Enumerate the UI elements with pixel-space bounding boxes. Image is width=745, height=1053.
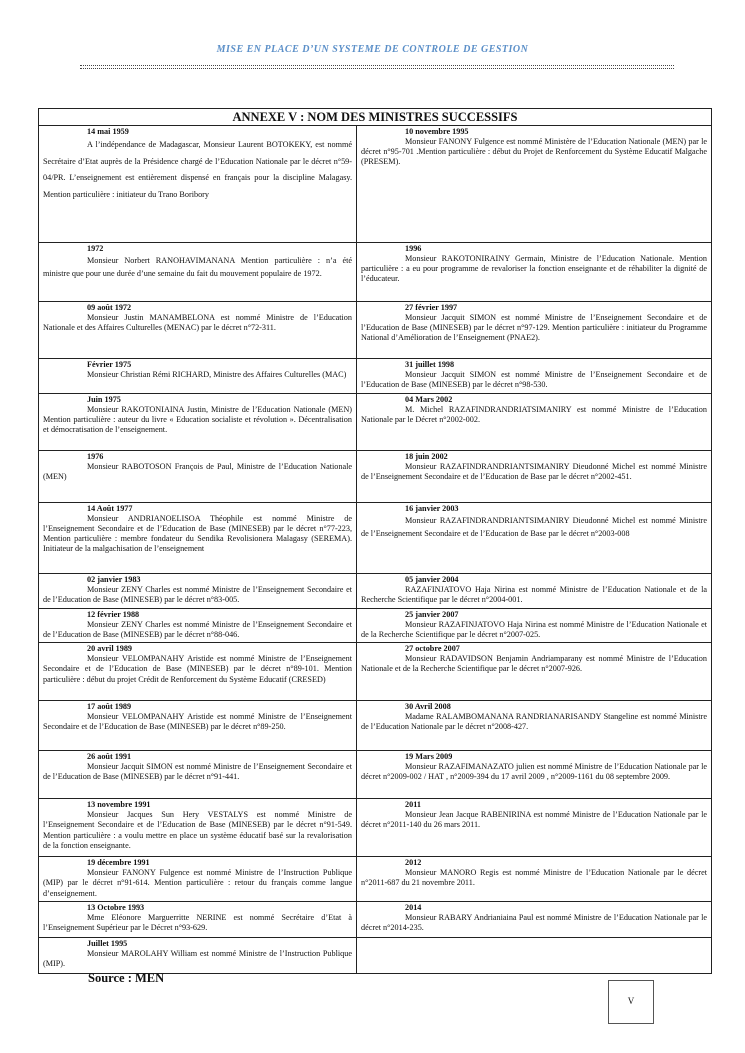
table-cell: [357, 574, 712, 609]
table-cell: [357, 799, 712, 857]
entry-date: 2014: [405, 903, 422, 913]
table-cell: [357, 451, 712, 503]
table-cell: [39, 359, 357, 394]
entry-date: 13 Octobre 1993: [87, 903, 145, 913]
entry-date: 09 août 1972: [87, 303, 132, 312]
table-cell: [39, 799, 357, 857]
table-cell: [39, 126, 357, 243]
entry-text: M. Michel RAZAFINDRANDRIATSIMANIRY est nommé Ministre de l’Education Nationale par le Décret n°2002-002.: [361, 405, 707, 425]
entry-date: Juin 1975: [87, 395, 121, 404]
table-cell: [357, 609, 712, 643]
entry-date: 18 juin 2002: [405, 452, 448, 461]
table-cell: [39, 394, 357, 451]
entry-text: Monsieur Jacques Sun Hery VESTALYS est nommé Ministre de l’Enseignement Secondaire et de l’Education de Base (MINESEB) par le décret n°91-549. Mention particulière : a voulu mettre en place un système éducatif basé sur la revalorisation de la fonction enseignante.: [43, 810, 352, 850]
table-row: [39, 701, 712, 751]
entry-date: 12 février 1988: [87, 610, 140, 619]
entry-date: 10 novembre 1995: [405, 127, 469, 136]
entry-date: 16 janvier 2003: [405, 504, 459, 513]
entry-text: Monsieur Jacquit SIMON est nommé Ministre de l’Enseignement Secondaire et de l’Education de Base (MINESEB) par le décret n°97-129. Mention particulière : initiateur du Programme National d’Amélioration de l’Enseignement (PNAE2).: [361, 313, 707, 343]
entry-date: 05 janvier 2004: [405, 575, 459, 584]
table-cell: [39, 609, 357, 643]
entry-text: Monsieur RAKOTONIRAINY Germain, Ministre de l’Education Nationale. Mention particulière : a eu pour programme de revaloriser la fonction enseignante et de réhabiliter la dignité de l’éducateur.: [361, 254, 707, 284]
page-number: V: [608, 980, 654, 1024]
table-title: ANNEXE V : NOM DES MINISTRES SUCCESSIFS: [39, 109, 712, 126]
table-cell: [39, 302, 357, 359]
entry-text: Monsieur Norbert RANOHAVIMANANA Mention particulière : n’a été ministre que pour une durée d’une semaine du fait du mouvement populaire de 1972.: [43, 256, 352, 279]
table-cell: [39, 857, 357, 902]
entry-text: Monsieur RAZAFINJATOVO Haja Nirina est nommé Ministre de l’Education Nationale et de la Recherche Scientifique par le décret n°2007-025.: [361, 620, 707, 640]
running-header: MISE EN PLACE D’UN SYSTEME DE CONTROLE DE GESTION: [216, 44, 529, 55]
table-row: [39, 902, 712, 938]
table-row: [39, 359, 712, 394]
table-cell: [357, 701, 712, 751]
table-cell: [39, 503, 357, 574]
entry-text: Monsieur FANONY Fulgence est nommé Ministère de l’Education Nationale (MEN) par le décret n°95-701 .Mention particulière : début du Projet de Renforcement du Système Educatif Malgache (PRESEM).: [361, 137, 707, 167]
table-row: [39, 243, 712, 302]
entry-date: 14 mai 1959: [87, 127, 129, 136]
entry-date: 19 Mars 2009: [405, 752, 453, 762]
entry-date: 26 août 1991: [87, 752, 132, 762]
table-row: [39, 938, 712, 974]
entry-text: Monsieur VELOMPANAHY Aristide est nommé Ministre de l’Enseignement Secondaire et de l’Education de Base (MINESEB) par le décret n°89-101. Mention particulière : début du projet Crédit de Renforcement du Système Educatif (CRESED): [43, 654, 352, 684]
entry-date: 27 février 1997: [405, 303, 458, 312]
table-cell: [357, 503, 712, 574]
entry-date: 02 janvier 1983: [87, 575, 141, 584]
entry-text: Monsieur Jacquit SIMON est nommé Ministre de l’Enseignement Secondaire et de l’Education de Base (MINESEB) par le décret n°91-441.: [43, 762, 352, 782]
table-cell: [39, 643, 357, 701]
ministers-table: [38, 108, 712, 974]
table-cell: [357, 857, 712, 902]
table-cell: [39, 938, 357, 974]
entry-date: 19 décembre 1991: [87, 858, 150, 868]
table-cell: [357, 359, 712, 394]
table-cell: [357, 126, 712, 243]
table-row: [39, 609, 712, 643]
entry-text: Monsieur RABOTOSON François de Paul, Ministre de l’Education Nationale (MEN): [43, 462, 352, 482]
table-cell: [357, 394, 712, 451]
entry-date: 1972: [87, 244, 104, 253]
table-row: [39, 574, 712, 609]
table-cell: [357, 751, 712, 799]
table-cell: [39, 243, 357, 302]
entry-text: Monsieur MANORO Regis est nommé Ministre de l’Education Nationale par le décret n°2011-687 du 21 novembre 2011.: [361, 868, 707, 888]
table-row: [39, 799, 712, 857]
table-cell: [39, 451, 357, 503]
table-cell: [39, 574, 357, 609]
entry-date: 04 Mars 2002: [405, 395, 453, 404]
entry-date: 14 Août 1977: [87, 504, 133, 513]
entry-date: Juillet 1995: [87, 939, 128, 949]
table-row: [39, 751, 712, 799]
entry-date: 30 Avril 2008: [405, 702, 451, 712]
source-note: Source : MEN: [88, 971, 165, 985]
entry-date: Février 1975: [87, 360, 132, 369]
table-row: [39, 302, 712, 359]
entry-text: Monsieur FANONY Fulgence est nommé Ministre de l’Instruction Publique (MIP) par le décret n°91-614. Mention particulière : retour du français comme langue d’enseignement.: [43, 868, 352, 898]
table-cell: [39, 902, 357, 938]
entry-text: Monsieur Jacquit SIMON est nommé Ministre de l’Enseignement Secondaire et de l’Education de Base (MINESEB) par le décret n°98-530.: [361, 370, 707, 390]
entry-date: 17 août 1989: [87, 702, 132, 712]
entry-text: Monsieur RABARY Andrianiaina Paul est nommé Ministre de l’Education Nationale par le décret n°2014-235.: [361, 913, 707, 933]
entry-date: 13 novembre 1991: [87, 800, 151, 810]
entry-text: Monsieur ZENY Charles est nommé Ministre de l’Enseignement Secondaire et de l’Education de Base (MINESEB) par le décret n°88-046.: [43, 620, 352, 640]
entry-date: 2012: [405, 858, 422, 868]
entry-text: RAZAFINJATOVO Haja Nirina est nommé Ministre de l’Education Nationale et de la Recherche Scientifique par le décret n°2004-001.: [361, 585, 707, 605]
entry-date: 27 octobre 2007: [405, 644, 460, 654]
entry-text: Monsieur Christian Rémi RICHARD, Ministre des Affaires Culturelles (MAC): [87, 370, 347, 380]
table-cell: [39, 701, 357, 751]
entry-date: 2011: [405, 800, 421, 810]
table-row: [39, 857, 712, 902]
entry-text: A l’indépendance de Madagascar, Monsieur Laurent BOTOKEKY, est nommé Secrétaire d’Etat auprès de la Présidence chargé de l’Education Nationale par le décret n°59-04/PR. L’enseignement est entièrement dispensé en français pour la discipline Malagasy. Mention particulière : initiateur du Trano Boribory: [43, 140, 352, 199]
table-cell: [357, 938, 712, 974]
entry-text: Mme Eléonore Marguerritte NERINE est nommé Secrétaire d’Etat à l’Enseignement Supérieur par le Décret n°93-629.: [43, 913, 352, 933]
table-cell: [39, 751, 357, 799]
table-row: [39, 643, 712, 701]
entry-date: 1996: [405, 244, 422, 253]
table-cell: [357, 902, 712, 938]
header-divider: [80, 65, 674, 69]
entry-text: Monsieur RAZAFINDRANDRIANTSIMANIRY Dieudonné Michel est nommé Ministre de l’Enseignement Secondaire et de l’Education de Base par le décret n°2003-008: [361, 516, 707, 539]
table-row: [39, 503, 712, 574]
entry-text: Monsieur ANDRIANOELISOA Théophile est nommé Ministre de l’Enseignement Secondaire et de l’Education de Base (MINESEB) par le décret n°77-223, Mention particulière : membre fondateur du Sendika Revolisionera Malagasy (SEREMA). Initiateur de la malgachisation de l’enseignement: [43, 514, 352, 554]
entry-date: 31 juillet 1998: [405, 360, 455, 369]
table-row: [39, 451, 712, 503]
entry-text: Monsieur VELOMPANAHY Aristide est nommé Ministre de l’Enseignement Secondaire et de l’Education de Base (MINESEB) par le décret n°89-250.: [43, 712, 352, 732]
entry-text: Monsieur RAKOTONIAINA Justin, Ministre de l’Education Nationale (MEN) Mention particulière : auteur du livre « Education socialiste et révolution ». Décentralisation et démocratisation de l’enseignement.: [43, 405, 352, 435]
entry-text: Monsieur RAZAFINDRANDRIANTSIMANIRY Dieudonné Michel est nommé Ministre de l’Enseignement Secondaire et de l’Education de Base par le décret n°2002-451.: [361, 462, 707, 482]
table-cell: [357, 243, 712, 302]
table-cell: [357, 643, 712, 701]
entry-text: Monsieur Jean Jacque RABENIRINA est nommé Ministre de l’Education Nationale par le décret n°2011-140 du 26 mars 2011.: [361, 810, 707, 830]
entry-text: Monsieur ZENY Charles est nommé Ministre de l’Enseignement Secondaire et de l’Education de Base (MINESEB) par le décret n°83-005.: [43, 585, 352, 605]
entry-text: Madame RALAMBOMANANA RANDRIANARISANDY Stangeline est nommé Ministre de l’Education Nationale par le décret n°2008-427.: [361, 712, 707, 732]
entry-date: 25 janvier 2007: [405, 610, 459, 619]
entry-date: 1976: [87, 452, 104, 461]
table-cell: [357, 302, 712, 359]
table-row: [39, 126, 712, 243]
table-row: [39, 394, 712, 451]
entry-text: Monsieur RAZAFIMANAZATO julien est nommé Ministre de l’Education Nationale par le décret n°2009-002 / HAT , n°2009-394 du 17 avril 2009 , n°2009-1161 du 08 septembre 2009.: [361, 762, 707, 782]
entry-text: Monsieur MAROLAHY William est nommé Ministre de l’Instruction Publique (MIP).: [43, 949, 352, 969]
entry-text: Monsieur RADAVIDSON Benjamin Andriamparany est nommé Ministre de l’Education Nationale et de la Recherche Scientifique par le décret n°2007-926.: [361, 654, 707, 674]
entry-text: Monsieur Justin MANAMBELONA est nommé Ministre de l’Education Nationale et des Affaires Culturelles (MENAC) par le décret n°72-311.: [43, 313, 352, 333]
entry-date: 20 avril 1989: [87, 644, 133, 654]
